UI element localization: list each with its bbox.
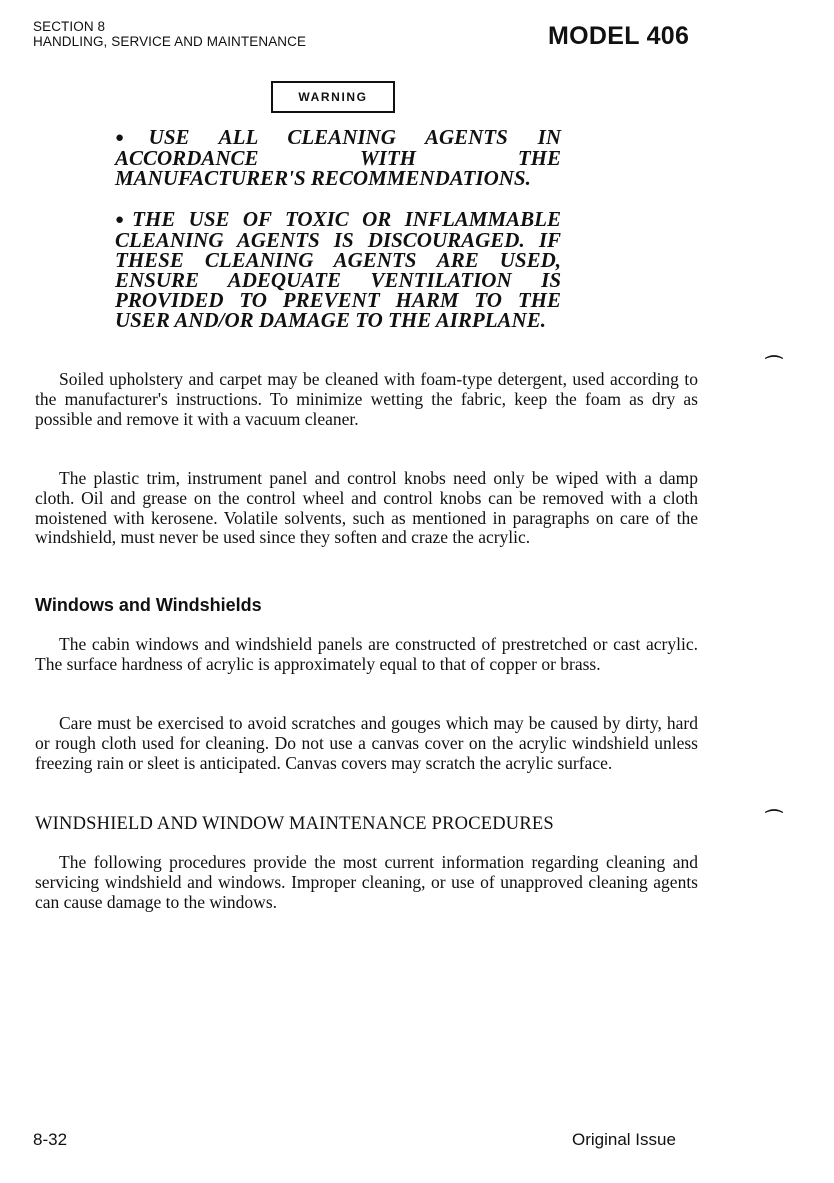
warning-item: [115, 127, 561, 188]
issue-label: Original Issue: [572, 1130, 676, 1149]
revision-mark-icon: ⌒: [765, 355, 783, 375]
heading-windows-windshields: Windows and Windshields: [35, 595, 262, 615]
paragraph-upholstery: Soiled upholstery and carpet may be cleaned with foam-type detergent, used according to the manufacturer's instructions. To minimize wetting the fabric, keep the foam as dry as possible and remove it with a vacuum cleaner.: [35, 369, 698, 429]
bullet-icon: ●: [115, 212, 133, 228]
section-title: HANDLING, SERVICE AND MAINTENANCE: [33, 34, 307, 49]
warning-item-text: THE USE OF TOXIC OR INFLAMMABLE CLEANING AGENTS IS DISCOURAGED. IF THESE CLEANING AGENTS ARE USED, ENSURE ADEQUATE VENTILATION IS PROVIDED TO PREVENT HARM TO THE USER AND/OR DAMAGE TO THE AIRPLANE.: [115, 207, 561, 332]
paragraph-windows-care: Care must be exercised to avoid scratches and gouges which may be caused by dirty, hard or rough cloth used for cleaning. Do not use a canvas cover on the acrylic windshield unless freezing rain or sleet is anticipated. Canvas covers may scratch the acrylic surface.: [35, 713, 698, 773]
section-number: SECTION 8: [33, 19, 106, 34]
warning-item-text: USE ALL CLEANING AGENTS IN ACCORDANCE WITH THE MANUFACTURER'S RECOMMENDATIONS.: [115, 125, 561, 190]
revision-mark-icon: ⌒: [765, 809, 783, 829]
warning-item: [115, 209, 561, 330]
paragraph-windows-construction: The cabin windows and windshield panels are constructed of prestretched or cast acrylic. The surface hardness of acrylic is approximately equal to that of copper or brass.: [35, 634, 698, 674]
warning-list: [115, 127, 561, 351]
model-title: MODEL 406: [548, 22, 690, 50]
paragraph-plastic-trim: The plastic trim, instrument panel and control knobs need only be wiped with a damp cloth. Oil and grease on the control wheel and control knobs can be removed with a cloth moistened with kerosene. Volatile solvents, such as mentioned in paragraphs on care of the windshield, must never be used since they soften and craze the acrylic.: [35, 468, 698, 548]
heading-maintenance-procedures: WINDSHIELD AND WINDOW MAINTENANCE PROCEDURES: [35, 814, 554, 834]
page-number: 8-32: [33, 1130, 68, 1149]
warning-label: WARNING: [298, 90, 368, 104]
warning-label-box: [271, 81, 395, 113]
bullet-icon: ●: [115, 130, 149, 146]
paragraph-procedures-intro: The following procedures provide the most current information regarding cleaning and servicing windshield and windows. Improper cleaning, or use of unapproved cleaning agents can cause damage to the windows.: [35, 852, 698, 912]
page-header-section: [33, 19, 306, 49]
